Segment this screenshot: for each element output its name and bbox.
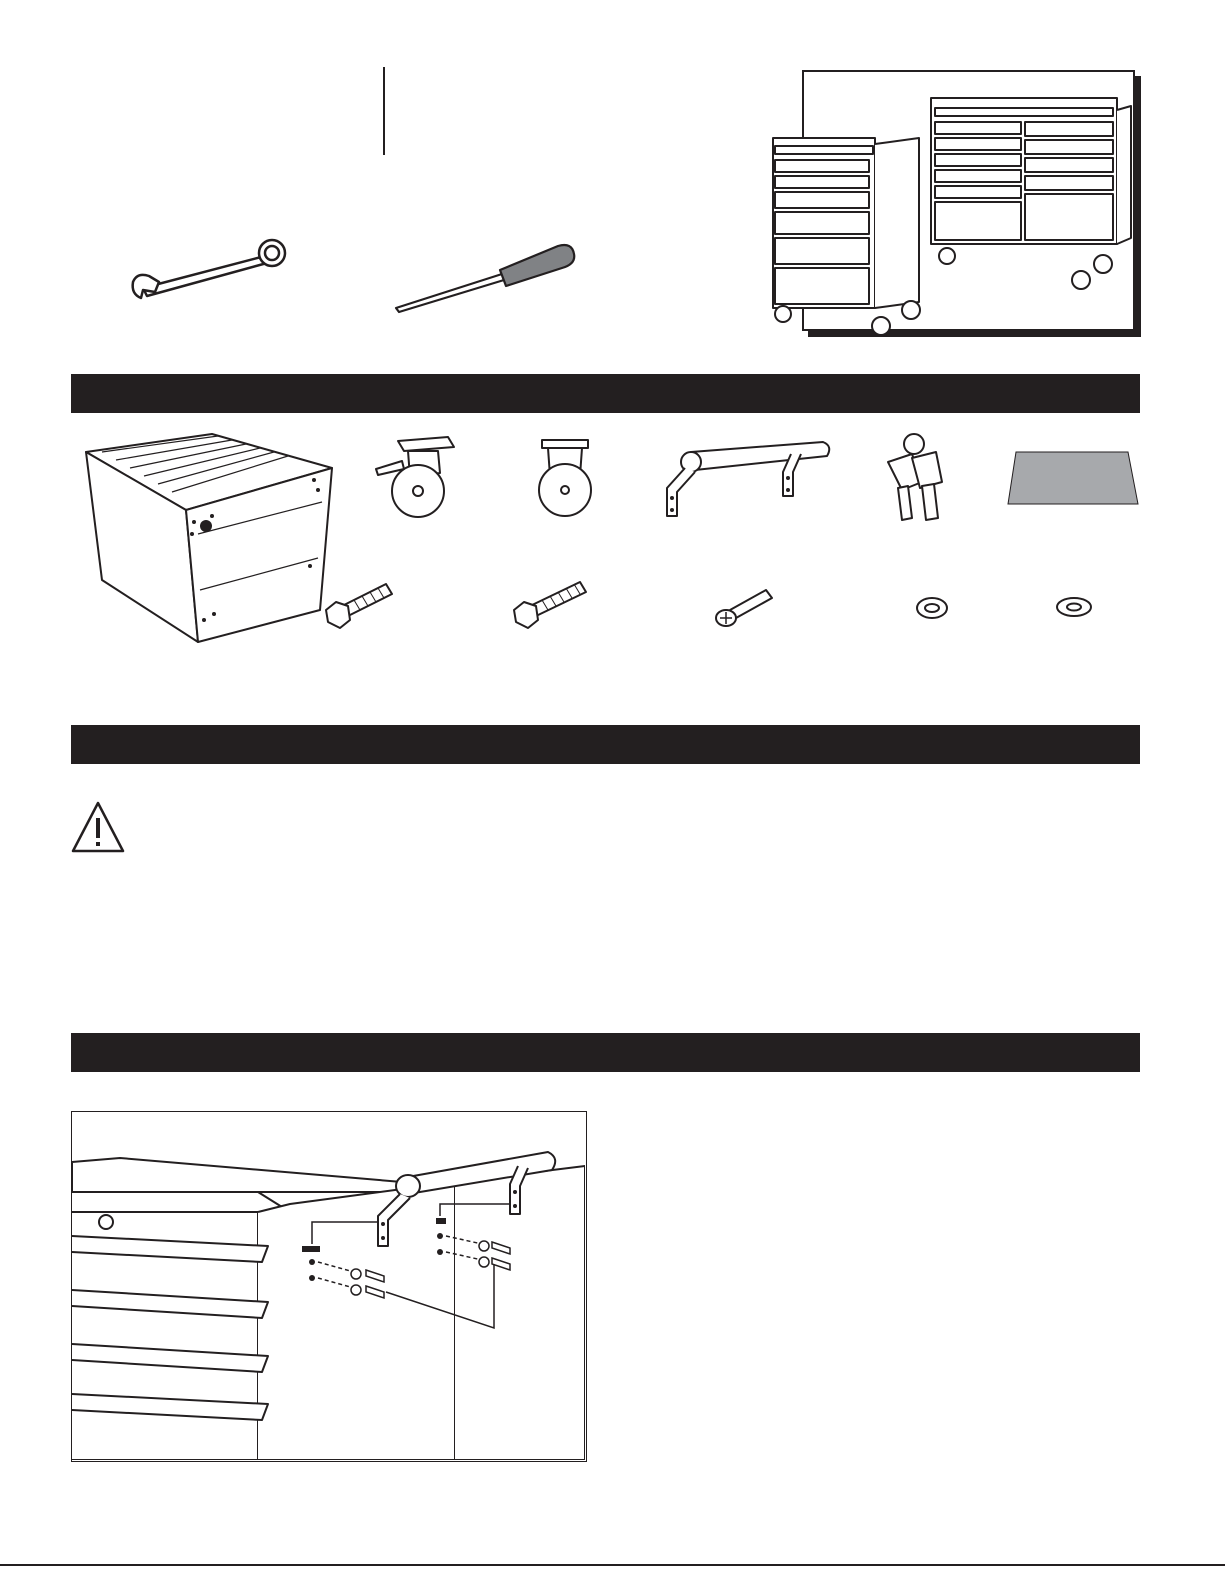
header-divider: [383, 67, 385, 155]
safety-section-heading: [71, 734, 83, 754]
hex-bolt-icon-2: [510, 580, 590, 630]
drawer-liner-icon: [1006, 450, 1141, 506]
swivel-caster-with-brake-icon: [368, 433, 468, 523]
warning-triangle-icon: [70, 800, 126, 854]
side-handle-icon: [655, 436, 835, 526]
flat-washer-icon: [1054, 594, 1094, 620]
keys-icon: [868, 430, 958, 526]
footer-rule: [0, 1564, 1225, 1566]
lock-washer-icon: [914, 594, 950, 622]
cabinet-body-icon: [82, 430, 342, 650]
phillips-screwdriver-icon: [390, 240, 580, 315]
hex-bolt-icon: [322, 580, 396, 630]
handle-attachment-diagram: [72, 1112, 585, 1460]
assembly-section-heading: [71, 1042, 83, 1062]
safety-section-bar: [71, 725, 1140, 764]
rolling-tool-cabinets-illustration: [755, 88, 1145, 348]
combination-wrench-icon: [125, 236, 295, 306]
assembly-section-bar: [71, 1033, 1140, 1072]
rigid-caster-icon: [530, 436, 600, 522]
parts-section-heading: [71, 383, 83, 403]
assembly-diagram-frame: [71, 1111, 587, 1462]
parts-section-bar: [71, 374, 1140, 413]
phillips-screw-icon: [712, 584, 776, 632]
